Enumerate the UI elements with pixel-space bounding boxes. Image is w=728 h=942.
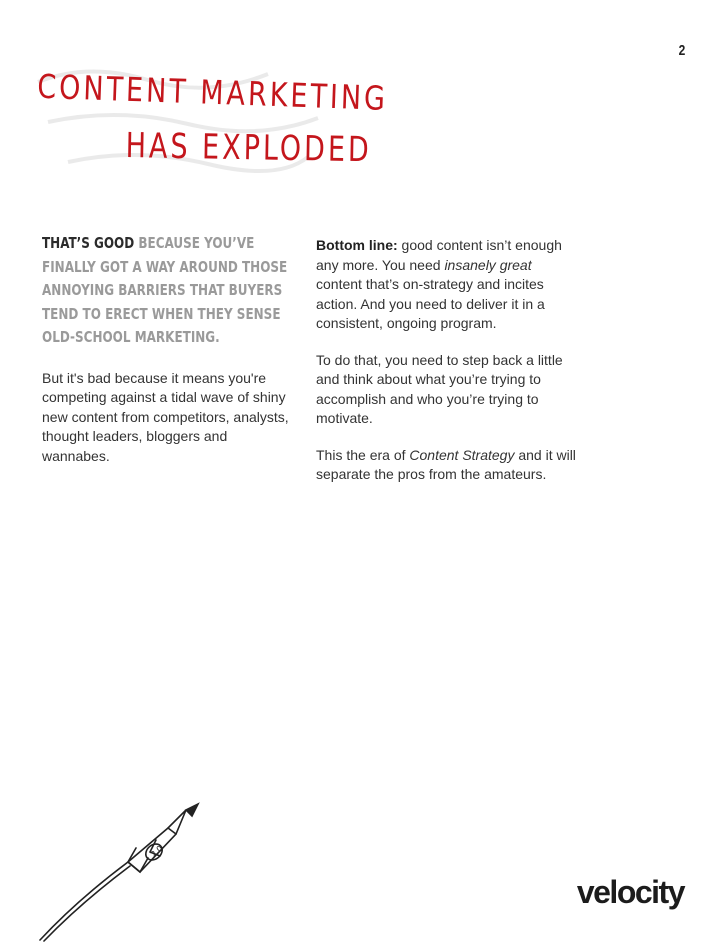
era-text-b: and it will separate the pros from the amateurs.: [316, 446, 576, 482]
rocket-label: 2.0: [149, 843, 165, 860]
content-strategy-emphasis: Content Strategy: [409, 446, 515, 463]
headline-line-1: CONTENT MARKETING: [36, 68, 389, 119]
insanely-great-emphasis: insanely great: [444, 256, 532, 273]
era-text-a: This the era of: [316, 446, 410, 463]
right-column: [316, 236, 576, 485]
page-number: 2: [678, 42, 685, 59]
lead-text: BECAUSE YOU’VE FINALLY GOT A WAY AROUND THOSE ANNOYING BARRIERS THAT BUYERS TEND TO ERECT WHEN THEY SENSE OLD-SCHOOL MARKETING.: [42, 234, 288, 346]
headline-line-2: HAS EXPLODED: [125, 126, 373, 171]
left-body-paragraph: But it's bad because it means you're competing against a tidal wave of shiny new content from competitors, analysts, thought leaders, bloggers and wannabes.: [42, 369, 289, 464]
lead-paragraph: [42, 232, 290, 350]
rocket-sketch-icon: [36, 800, 206, 942]
bottom-line-text-b: content that’s on-strategy and incites action. And you need to deliver it in a consistent, ongoing program.: [316, 276, 545, 331]
step-back-paragraph: To do that, you need to step back a little and think about what you’re trying to accomplish and who you’re trying to motivate.: [316, 351, 563, 426]
content-strategy-paragraph: [316, 446, 576, 485]
bottom-line-text-a: good content isn’t enough any more. You need: [316, 237, 562, 273]
bottom-line-paragraph: [316, 236, 576, 334]
lead-emphasis: THAT’S GOOD: [42, 234, 135, 252]
bottom-line-label: Bottom line:: [316, 237, 398, 253]
left-column: [42, 232, 292, 466]
velocity-logo: velocity: [576, 874, 684, 910]
